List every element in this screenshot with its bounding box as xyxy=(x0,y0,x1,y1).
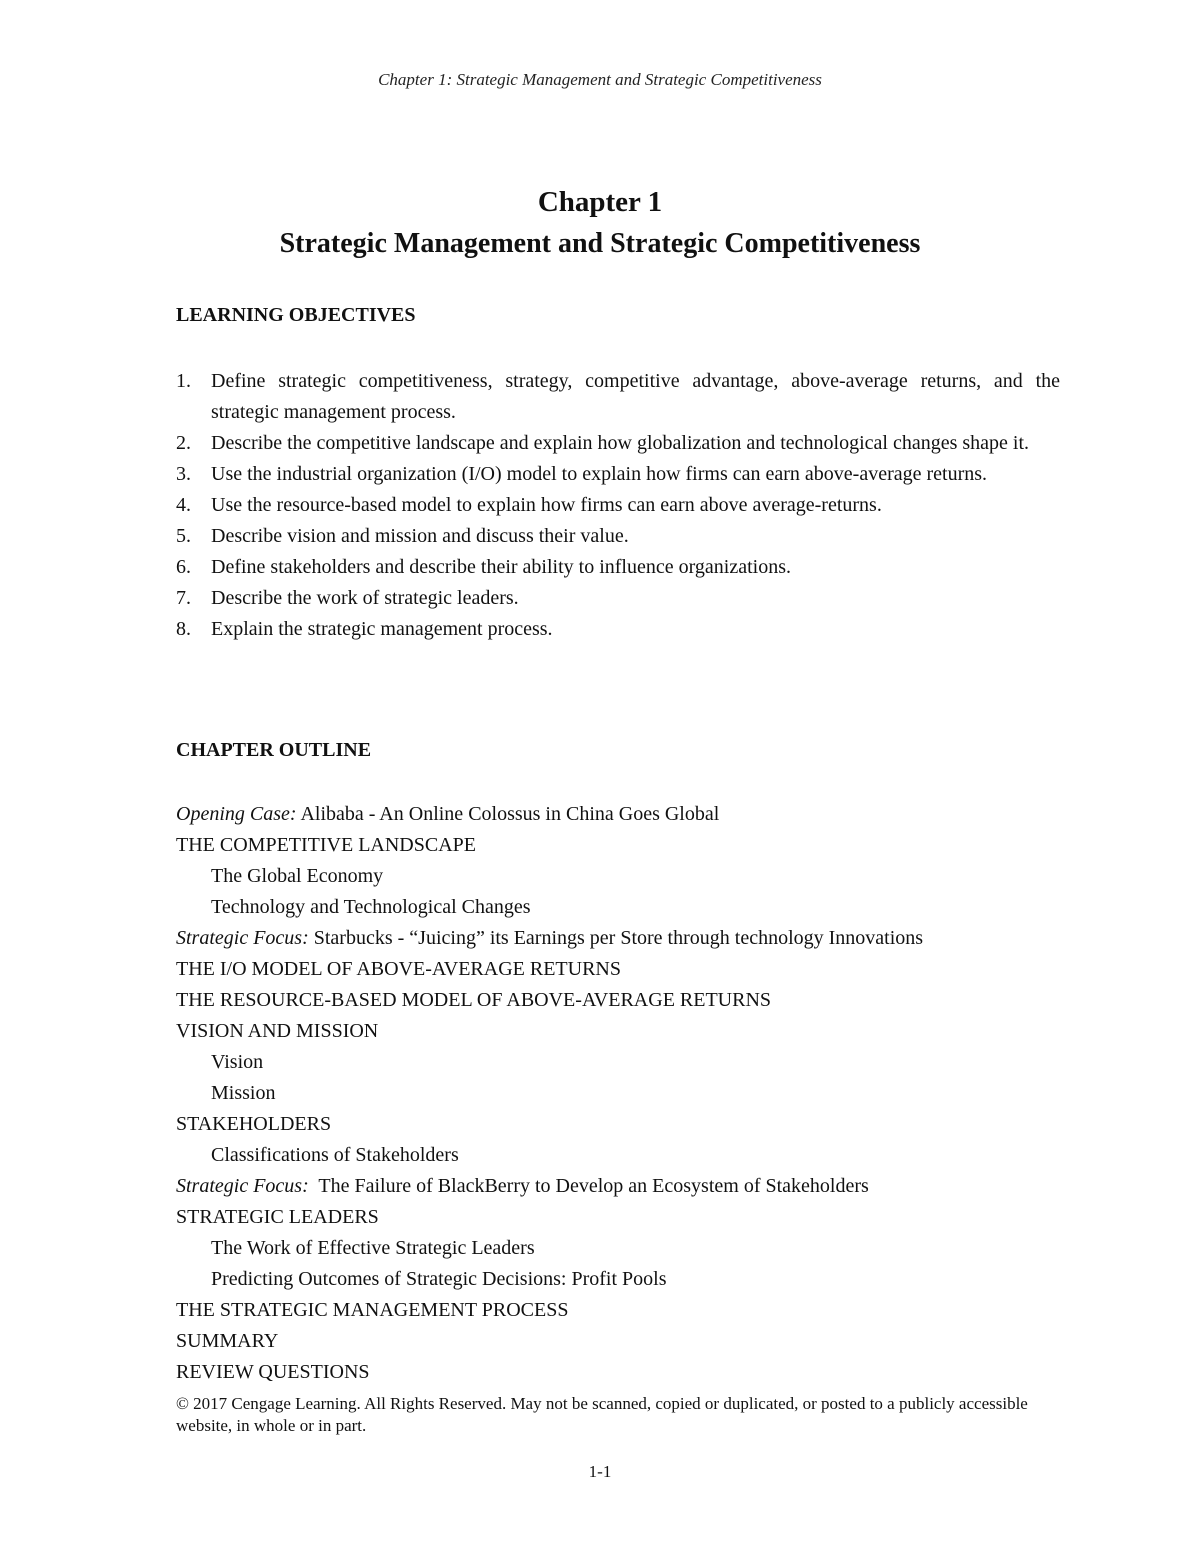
objective-number: 5. xyxy=(176,525,191,547)
chapter-title: Strategic Management and Strategic Competitiveness xyxy=(279,228,921,259)
objective-text: Describe vision and mission and discuss their value. xyxy=(211,525,629,547)
outline-item-prefix: Strategic Focus: xyxy=(176,1175,309,1197)
copyright-notice: © 2017 Cengage Learning. All Rights Reserved. May not be scanned, copied or duplicated, or posted to a publicly accessible website, in whole or in part. xyxy=(176,1394,1028,1435)
learning-objective xyxy=(176,428,1060,459)
outline-item xyxy=(176,830,1076,861)
learning-objective xyxy=(176,490,1060,521)
learning-objective xyxy=(176,459,1060,490)
outline-item-text: REVIEW QUESTIONS xyxy=(176,1361,370,1383)
outline-item-text: Vision xyxy=(211,1051,264,1073)
outline-item-text: The Work of Effective Strategic Leaders xyxy=(211,1237,535,1259)
outline-item-text: THE STRATEGIC MANAGEMENT PROCESS xyxy=(176,1299,569,1321)
chapter-outline-heading: CHAPTER OUTLINE xyxy=(176,739,372,761)
outline-item-text: STAKEHOLDERS xyxy=(176,1113,332,1135)
running-header: Chapter 1: Strategic Management and Strategic Competitiveness xyxy=(378,70,822,89)
outline-subitem xyxy=(176,892,1076,923)
outline-item-text: Starbucks - “Juicing” its Earnings per Store through technology Innovations xyxy=(308,927,924,949)
outline-item-text: THE RESOURCE-BASED MODEL OF ABOVE-AVERAGE RETURNS xyxy=(176,989,772,1011)
outline-item xyxy=(176,1357,1076,1388)
outline-item xyxy=(176,1326,1076,1357)
chapter-number: Chapter 1 xyxy=(537,186,663,218)
learning-objective xyxy=(176,521,1060,552)
chapter-outline-list xyxy=(176,799,1076,1388)
objective-text: Use the industrial organization (I/O) model to explain how firms can earn above-average returns. xyxy=(211,463,988,485)
objective-number: 4. xyxy=(176,494,191,516)
outline-item-text: The Failure of BlackBerry to Develop an Ecosystem of Stakeholders xyxy=(308,1175,869,1197)
objective-text: Define strategic competitiveness, strategy, competitive advantage, above-average returns, and the strategic management process. xyxy=(211,370,1060,423)
outline-item-text: Alibaba - An Online Colossus in China Goes Global xyxy=(296,803,720,825)
objective-number: 8. xyxy=(176,618,191,640)
outline-item-prefix: Opening Case: xyxy=(176,803,297,825)
outline-subitem xyxy=(176,861,1076,892)
learning-objective xyxy=(176,583,1060,614)
outline-item xyxy=(176,1295,1076,1326)
outline-item-text: STRATEGIC LEADERS xyxy=(176,1206,379,1228)
outline-subitem xyxy=(176,1233,1076,1264)
learning-objectives-heading: LEARNING OBJECTIVES xyxy=(176,304,416,326)
outline-item-text: Predicting Outcomes of Strategic Decisions: Profit Pools xyxy=(211,1268,667,1290)
objective-text: Define stakeholders and describe their ability to influence organizations. xyxy=(211,556,791,578)
outline-subitem xyxy=(176,1078,1076,1109)
objective-number: 6. xyxy=(176,556,191,578)
page-number: 1-1 xyxy=(588,1462,612,1481)
objective-text: Describe the work of strategic leaders. xyxy=(211,587,519,609)
outline-item-text: Classifications of Stakeholders xyxy=(211,1144,459,1166)
outline-item xyxy=(176,1016,1076,1047)
objective-number: 3. xyxy=(176,463,191,485)
outline-item-text: VISION AND MISSION xyxy=(176,1020,379,1042)
outline-item-text: The Global Economy xyxy=(211,865,384,887)
outline-item-text: Mission xyxy=(211,1082,276,1104)
learning-objective xyxy=(176,366,1060,428)
outline-subitem xyxy=(176,1140,1076,1171)
outline-subitem xyxy=(176,1047,1076,1078)
learning-objectives-list xyxy=(176,366,1060,645)
outline-item-text: Technology and Technological Changes xyxy=(211,896,531,918)
outline-item-text: THE COMPETITIVE LANDSCAPE xyxy=(176,834,476,856)
learning-objective xyxy=(176,552,1060,583)
outline-item xyxy=(176,1109,1076,1140)
learning-objective xyxy=(176,614,1060,645)
objective-number: 7. xyxy=(176,587,191,609)
outline-item xyxy=(176,985,1076,1016)
outline-item xyxy=(176,1171,1076,1202)
outline-subitem xyxy=(176,1264,1076,1295)
outline-item xyxy=(176,799,1076,830)
outline-item-text: SUMMARY xyxy=(176,1330,279,1352)
outline-item-prefix: Strategic Focus: xyxy=(176,927,309,949)
outline-item xyxy=(176,1202,1076,1233)
outline-item xyxy=(176,923,1076,954)
outline-item xyxy=(176,954,1076,985)
outline-item-text: THE I/O MODEL OF ABOVE-AVERAGE RETURNS xyxy=(176,958,621,980)
chapter-title-block xyxy=(0,182,1200,264)
objective-text: Use the resource-based model to explain how firms can earn above average-returns. xyxy=(211,494,882,516)
objective-number: 1. xyxy=(176,370,191,392)
objective-text: Explain the strategic management process. xyxy=(211,618,553,640)
objective-text: Describe the competitive landscape and explain how globalization and technological changes shape it. xyxy=(211,432,1030,454)
objective-number: 2. xyxy=(176,432,191,454)
